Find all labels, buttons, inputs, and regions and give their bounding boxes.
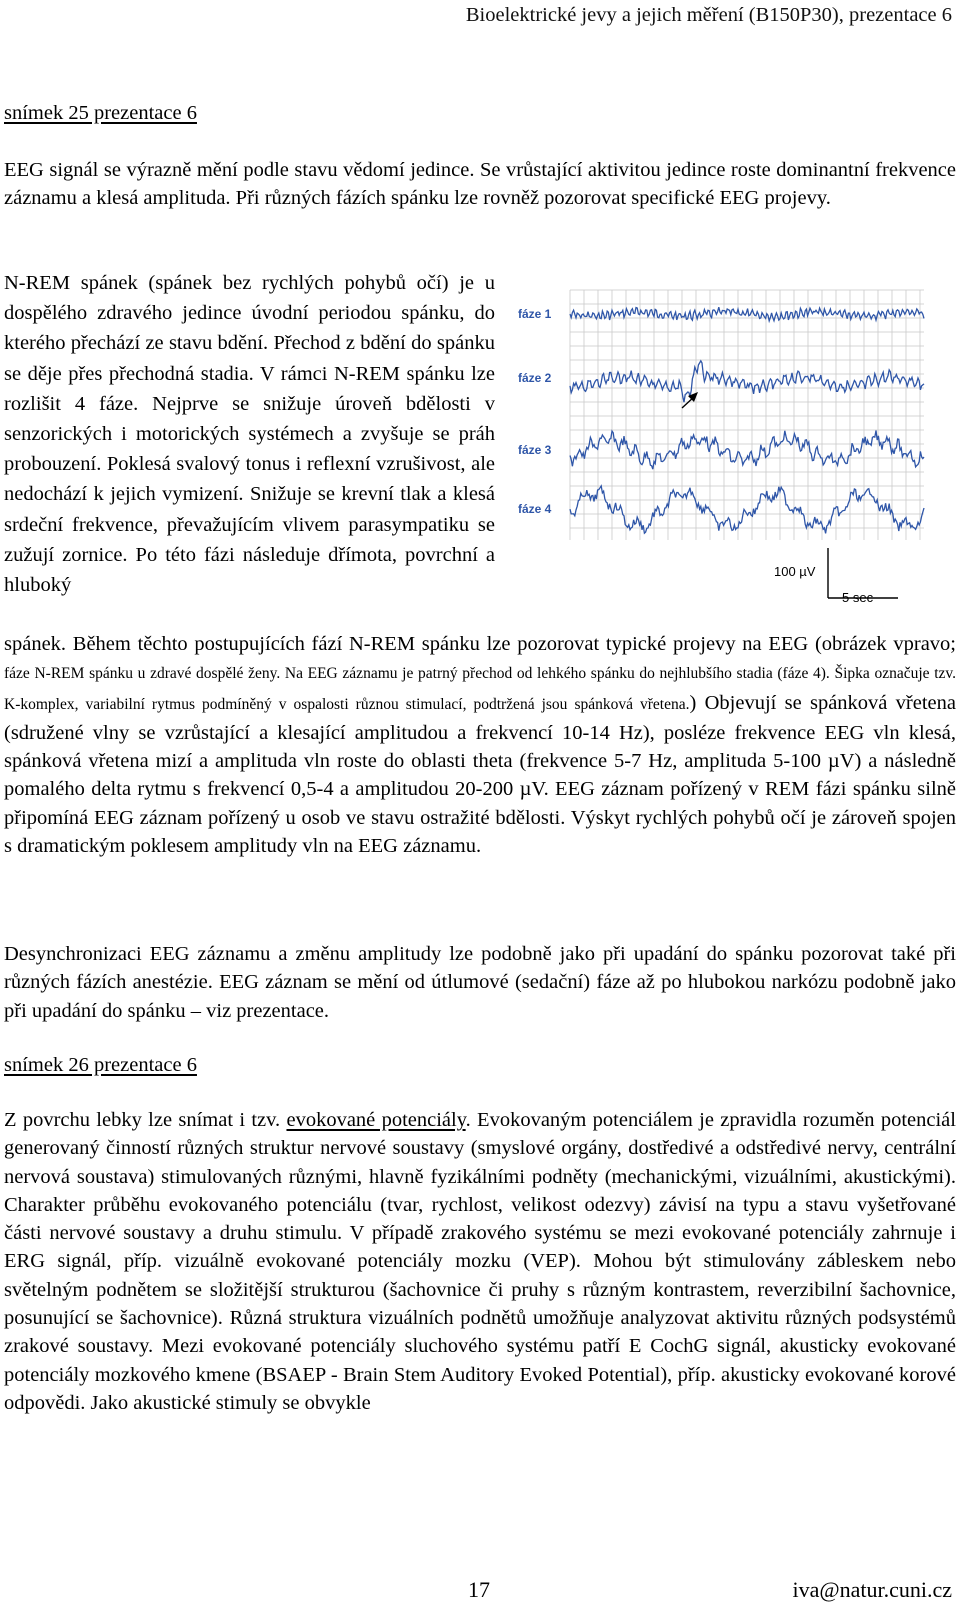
eeg-trace-phase-1 bbox=[570, 307, 924, 321]
evoked-potentials-term: evokované potenciály bbox=[286, 1109, 466, 1131]
nrem-paragraph-float: N-REM spánek (spánek bez rychlých pohybů očí) je u dospělého zdravého jedince úvodní periodou spánku, do kterého přechází ze stavu bdění. Přechod z bdění do spánku se děje přes přechodná stadia. V rámci N-REM spánku lze rozlišit 4 fáze. Nejprve se snižuje úroveň bdělosti v senzorických i motorických systémech a zvyšuje se práh probouzení. Poklesá svalový tonus i reflexní vzrušivost, ale nedochází k jejich vymizení. Snižuje se krevní tlak a klesá srdeční frekvence, převažujícím vlivem parasympatiku se zužují zornice. Po této fázi následuje dřímota, povrchní a hluboký bbox=[4, 272, 495, 597]
eeg-trace-phase-2 bbox=[570, 361, 924, 402]
nrem-text-part-a: spánek. Během těchto postupujících fází N-REM spánku lze pozorovat typické projevy na EEG (obrázek vpravo; bbox=[4, 633, 956, 655]
phase-label-4: fáze 4 bbox=[518, 502, 552, 516]
intro-paragraph: EEG signál se výrazně mění podle stavu vědomí jedince. Se vrůstající aktivitou jedince roste dominantní frekvence záznamu a klesá amplituda. Při různých fázích spánku lze rovněž pozorovat specifické EEG projevy. bbox=[4, 159, 956, 210]
eeg-grid bbox=[570, 290, 924, 540]
evoked-body-text: . Evokovaným potenciálem je zpravidla rozuměn potenciál generovaný činností různých struktur nervové soustavy (smyslové orgány, dostředivé a odstředivé nervy, centrální nervová soustava) stimulovaných různými, hlavně fyzikálními podněty (mechanickými, vizuálními, akustickými). Charakter průběhu evokovaného potenciálu (tvar, rychlost, velikost odezvy) závisí na typu a stavu vyšetřované části nervové soustavy a druhu stimulu. V případě zrakového systému se mezi evokované potenciály zahrnuje i ERG signál, příp. vizuálně evokované potenciály mozku (VEP). Mohou být stimulovány zábleskem nebo světelným podnětem se složitější strukturou (šachovnice či pruhy s různým kontrastem, reverzibilní šachovnice, posunující se šachovnice). Různá struktura vizuálních podnětů umožňuje analyzovat aktivitu různých podsystémů zrakové soustavy. Mezi evokované potenciály sluchového systému patří E CochG signál, akusticky evokované potenciály mozkového kmene (BSAEP - Brain Stem Auditory Evoked Potential), příp. akusticky evokované korové odpovědi. Jako akustické stimuly se obvykle bbox=[4, 1109, 956, 1414]
author-email: iva@natur.cuni.cz bbox=[792, 1577, 952, 1602]
nrem-text-part-b: ) Objevují se spánková vřetena (sdružené vlny se vzrůstající a klesající amplitudou a frekvencí 10-14 Hz), posléze frekvence EEG vln klesá, spánková vřetena mizí a amplituda vln roste do oblasti theta (frekvence 5-7 Hz, amplituda 5-100 µV) a následně pomalého delta rytmu s frekvencí 0,5-4 a amplitudou 20-200 µV. EEG záznam pořízený v REM fázi spánku silně připomíná EEG záznam pořízený u osob ve stavu ostražité bdělosti. Výskyt rychlých pohybů očí je zároveň spojen s dramatickým poklesem amplitudy vln na EEG záznamu. bbox=[4, 691, 956, 858]
nrem-paragraph-continued bbox=[4, 630, 956, 860]
page-number: 17 bbox=[468, 1577, 490, 1602]
phase-label-3: fáze 3 bbox=[518, 443, 552, 457]
evoked-potentials-paragraph bbox=[4, 1106, 956, 1417]
scale-amplitude-label: 100 µV bbox=[774, 564, 816, 579]
eeg-trace-phase-4 bbox=[570, 486, 924, 534]
section-heading-slide-25: snímek 25 prezentace 6 bbox=[4, 102, 197, 124]
phase-label-1: fáze 1 bbox=[518, 307, 552, 321]
anesthesia-paragraph: Desynchronizaci EEG záznamu a změnu amplitudy lze podobně jako při upadání do spánku pozorovat také při různých fázích anestézie. EEG záznam se mění od útlumové (sedační) fáze až po hlubokou narkózu podobně jako při upadání do spánku – viz prezentace. bbox=[4, 943, 956, 1022]
evoked-lead-text: Z povrchu lebky lze snímat i tzv. bbox=[4, 1109, 287, 1131]
figure-caption: fáze N-REM spánku u zdravé dospělé ženy. Na EEG záznamu je patrný přechod od lehkého spánku do nejhlubšího stadia (fáze 4). Šipka označuje tzv. K-komplex, variabilní rytmus podmíněný v ospalosti různou stimulací, podtržená jsou spánková vřetena. bbox=[4, 665, 956, 713]
scale-time-label: 5 sec bbox=[842, 590, 874, 605]
section-heading-slide-26: snímek 26 prezentace 6 bbox=[4, 1054, 197, 1076]
document-header: Bioelektrické jevy a jejich měření (B150P30), prezentace 6 bbox=[465, 4, 952, 26]
phase-label-2: fáze 2 bbox=[518, 371, 552, 385]
eeg-sleep-phases-figure bbox=[518, 290, 932, 630]
eeg-traces bbox=[570, 307, 924, 533]
eeg-trace-phase-3 bbox=[570, 431, 924, 470]
